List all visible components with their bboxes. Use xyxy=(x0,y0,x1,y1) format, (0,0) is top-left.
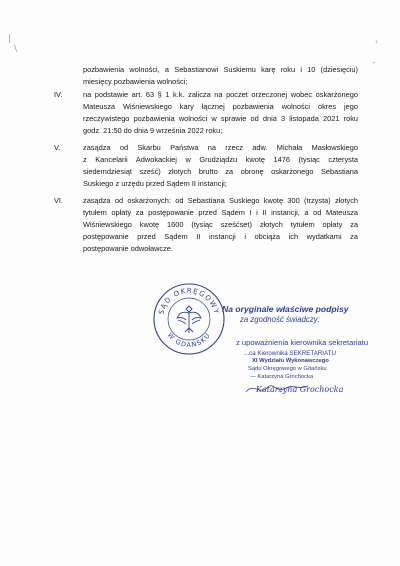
paragraph-line: siedemdziesiąt sześć) złotych brutto za obronę oskarżonego Sebastiana xyxy=(83,167,358,176)
paragraph-line: pozbawienia wolności, a Sebastianowi Suskiemu karę roku i 10 (dziesięciu) xyxy=(83,65,358,74)
paragraph-line: miesięcy pozbawienia wolności; xyxy=(83,77,188,86)
paragraph-line: Wiśniewskiego kwotę 1600 (tysiąc sześćset) złotych tytułem opłaty za xyxy=(83,220,358,229)
margin-mark: \ xyxy=(14,44,18,54)
paragraph-line: z Kancelarii Adwokackiej w Grudziądzu kwotę 1476 (tysiąc czterysta xyxy=(83,155,358,164)
signature: Katarzyna Grochocka xyxy=(256,385,344,394)
paragraph-line: postępowanie przed Sądem II instancji i obciąża ich wydatkami za xyxy=(83,232,358,241)
paragraph-line: rzeczywistego pozbawienia wolności w sprawie od dnia 3 listopada 2021 roku xyxy=(83,114,358,123)
paragraph-line: Mateusza Wiśniewskiego kary łącznej pozbawienia wolności okres jego xyxy=(83,102,358,111)
stamp-line: ...ca Kierownika SEKRETARIATU xyxy=(244,350,336,357)
eagle-emblem-icon xyxy=(177,306,201,333)
margin-mark: | xyxy=(8,34,12,44)
paragraph-line: postępowanie odwoławcze. xyxy=(83,244,173,253)
margin-mark: - xyxy=(372,58,376,68)
court-seal-stamp xyxy=(152,282,226,356)
seal-bottom-text: W GDAŃSKU xyxy=(165,331,213,350)
stamp-line: XI Wydziału Wykonawczego xyxy=(252,358,329,364)
stamp-line: Sądu Okręgowego w Gdańsku xyxy=(248,366,327,372)
certification-line: za zgodność świadczy: xyxy=(240,315,320,324)
stamp-line: — Katarzyna Grochocka xyxy=(250,374,314,380)
paragraph-number: VI. xyxy=(54,196,64,205)
paragraph-line: godz. 21:50 do dnia 9 września 2022 roku; xyxy=(83,126,223,135)
paragraph-line: tytułem opłaty za postępowanie przed Sądem I i II instancji, a od Mateusza xyxy=(83,208,358,217)
paragraph-line: Suskiego z urzędu przed Sądem II instancji; xyxy=(83,179,227,188)
paragraph-number: V. xyxy=(54,143,61,152)
signature-scribble-icon xyxy=(242,378,312,398)
paragraph-line: zasądza od Skarbu Państwa na rzecz adw. Michała Masłowskiego xyxy=(83,143,358,152)
paragraph-line: zasądza od oskarżonych: od Sebastiana Suskiego kwotę 300 (trzysta) złotych xyxy=(83,196,358,205)
paragraph-line: na podstawie art. 63 § 1 k.k. zalicza na poczet orzeczonej wobec oskarżonego xyxy=(83,90,358,99)
paragraph-number: IV. xyxy=(54,90,63,99)
margin-mark: ' xyxy=(375,40,378,50)
certification-line: Na oryginale właściwe podpisy xyxy=(222,304,349,314)
certification-line: z upoważnienia kierownika sekretariatu xyxy=(236,338,369,347)
seal-top-text: SĄD OKRĘGOWY xyxy=(157,286,221,316)
